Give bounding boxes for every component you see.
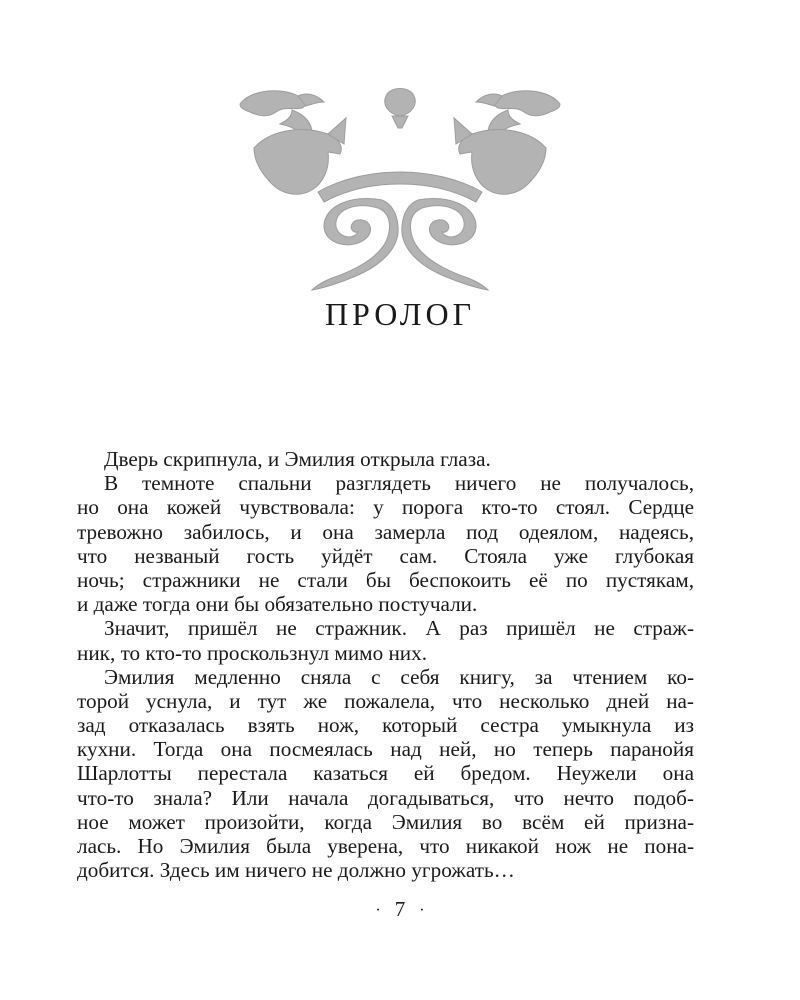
text-line: Дверь скрипнула, и Эмилия открыла глаза. bbox=[104, 447, 491, 471]
text-line: Значит, пришёл не стражник. А раз пришёл не страж- bbox=[104, 616, 694, 641]
text-line: и даже тогда они бы обязательно постучали. bbox=[77, 592, 478, 617]
text-line: что-то знала? Или начала догадываться, что нечто подоб- bbox=[77, 785, 694, 810]
text-line: ночь; стражники не стали бы беспокоить её по пустякам, bbox=[77, 567, 694, 592]
page-separator-left: · bbox=[375, 902, 381, 920]
chapter-title: ПРОЛОГ bbox=[324, 296, 476, 332]
text-line: тревожно забилось, и она замерла под одеялом, надеясь, bbox=[77, 519, 694, 544]
text-line: ное может произойти, когда Эмилия во всём ей призна- bbox=[77, 809, 694, 834]
text-line: добится. Здесь им ничего не должно угрожать… bbox=[77, 858, 515, 883]
page-number-footer bbox=[0, 896, 800, 924]
text-line: ник, то кто-то проскользнул мимо них. bbox=[77, 640, 428, 665]
text-line: торой уснула, и тут же пожалела, что несколько дней на- bbox=[77, 688, 694, 713]
text-line: кухни. Тогда она посмеялась над ней, но теперь паранойя bbox=[77, 737, 694, 762]
page-number: 7 bbox=[394, 897, 406, 921]
text-line: лась. Но Эмилия была уверена, что никакой нож не пона- bbox=[77, 834, 694, 858]
page-separator-right: · bbox=[419, 902, 425, 920]
text-line: что незваный гость уйдёт сам. Стояла уже глубокая bbox=[77, 543, 694, 568]
text-line: В темноте спальни разглядеть ничего не получалось, bbox=[104, 471, 694, 496]
text-line: Шарлотты перестала казаться ей бредом. Неужели она bbox=[77, 761, 694, 786]
chapter-body bbox=[77, 447, 694, 882]
text-line: но она кожей чувствовала: у порога кто-то стоял. Сердце bbox=[77, 495, 694, 520]
text-line: зад отказалась взять нож, который сестра умыкнула из bbox=[77, 713, 694, 738]
text-line: Эмилия медленно сняла с себя книгу, за чтением ко- bbox=[104, 664, 694, 689]
heraldic-beasts-ornament-icon bbox=[232, 82, 568, 292]
